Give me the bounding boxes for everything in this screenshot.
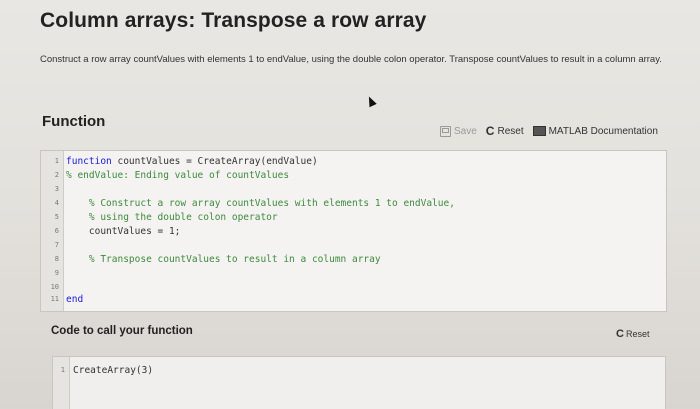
function-code-editor[interactable]	[40, 150, 667, 312]
reset-icon: C	[485, 124, 495, 138]
save-icon	[440, 126, 451, 137]
doc-label: MATLAB Documentation	[548, 125, 658, 137]
function-toolbar	[440, 124, 658, 138]
code-line[interactable]	[41, 155, 666, 168]
save-label: Save	[454, 125, 477, 137]
line-number: 10	[50, 283, 59, 291]
line-number: 1	[54, 157, 59, 165]
line-number: 1	[60, 366, 65, 374]
code-line[interactable]	[41, 267, 666, 280]
save-button[interactable]	[440, 126, 477, 137]
code-line[interactable]	[41, 239, 666, 252]
code-text	[66, 211, 278, 224]
line-number: 6	[54, 227, 59, 235]
call-code-line[interactable]	[53, 364, 665, 377]
line-number: 9	[54, 269, 59, 277]
code-text	[66, 169, 289, 182]
code-text	[66, 225, 180, 238]
problem-description: Construct a row array countValues with elements 1 to endValue, using the double colon operator. Transpose countValues to result in a column array.	[40, 54, 662, 65]
code-line[interactable]	[41, 197, 666, 210]
line-number: 3	[54, 185, 59, 193]
call-reset-button[interactable]	[616, 329, 649, 339]
keyword-token: end	[66, 294, 84, 305]
matlab-documentation-button[interactable]	[533, 126, 658, 137]
line-number: 5	[54, 213, 59, 221]
mouse-cursor-icon	[365, 95, 376, 107]
line-number: 2	[54, 171, 59, 179]
code-text	[66, 155, 318, 168]
line-number: 7	[54, 241, 59, 249]
code-line[interactable]	[41, 211, 666, 224]
code-token: countValues = 1;	[66, 226, 181, 237]
code-text	[66, 293, 83, 306]
code-line[interactable]	[41, 183, 666, 196]
code-line[interactable]	[41, 293, 666, 306]
code-line[interactable]	[41, 225, 666, 238]
reset-icon: C	[616, 328, 624, 340]
reset-button[interactable]	[486, 126, 524, 137]
line-number: 8	[54, 255, 59, 263]
line-number: 4	[54, 199, 59, 207]
code-token: countValues = CreateArray(endValue)	[111, 156, 318, 167]
call-code-editor[interactable]	[52, 356, 666, 409]
line-number: 11	[50, 295, 59, 303]
keyword-token: function	[66, 156, 112, 167]
book-icon	[533, 126, 546, 136]
code-line[interactable]	[41, 253, 666, 266]
code-line[interactable]	[41, 169, 666, 182]
code-text: CreateArray(3)	[73, 365, 154, 376]
page-title: Column arrays: Transpose a row array	[40, 9, 427, 32]
comment-token: % using the double colon operator	[66, 212, 278, 223]
code-text	[66, 253, 381, 266]
call-reset-label: Reset	[625, 329, 650, 339]
comment-token: % Transpose countValues to result in a column array	[66, 254, 381, 265]
comment-token: % Construct a row array countValues with elements 1 to endValue,	[66, 198, 455, 209]
call-section-title: Code to call your function	[51, 325, 193, 337]
function-section-title: Function	[42, 113, 106, 130]
code-text	[66, 197, 455, 210]
comment-token: % endValue: Ending value of countValues	[66, 170, 290, 181]
reset-label: Reset	[497, 125, 524, 137]
